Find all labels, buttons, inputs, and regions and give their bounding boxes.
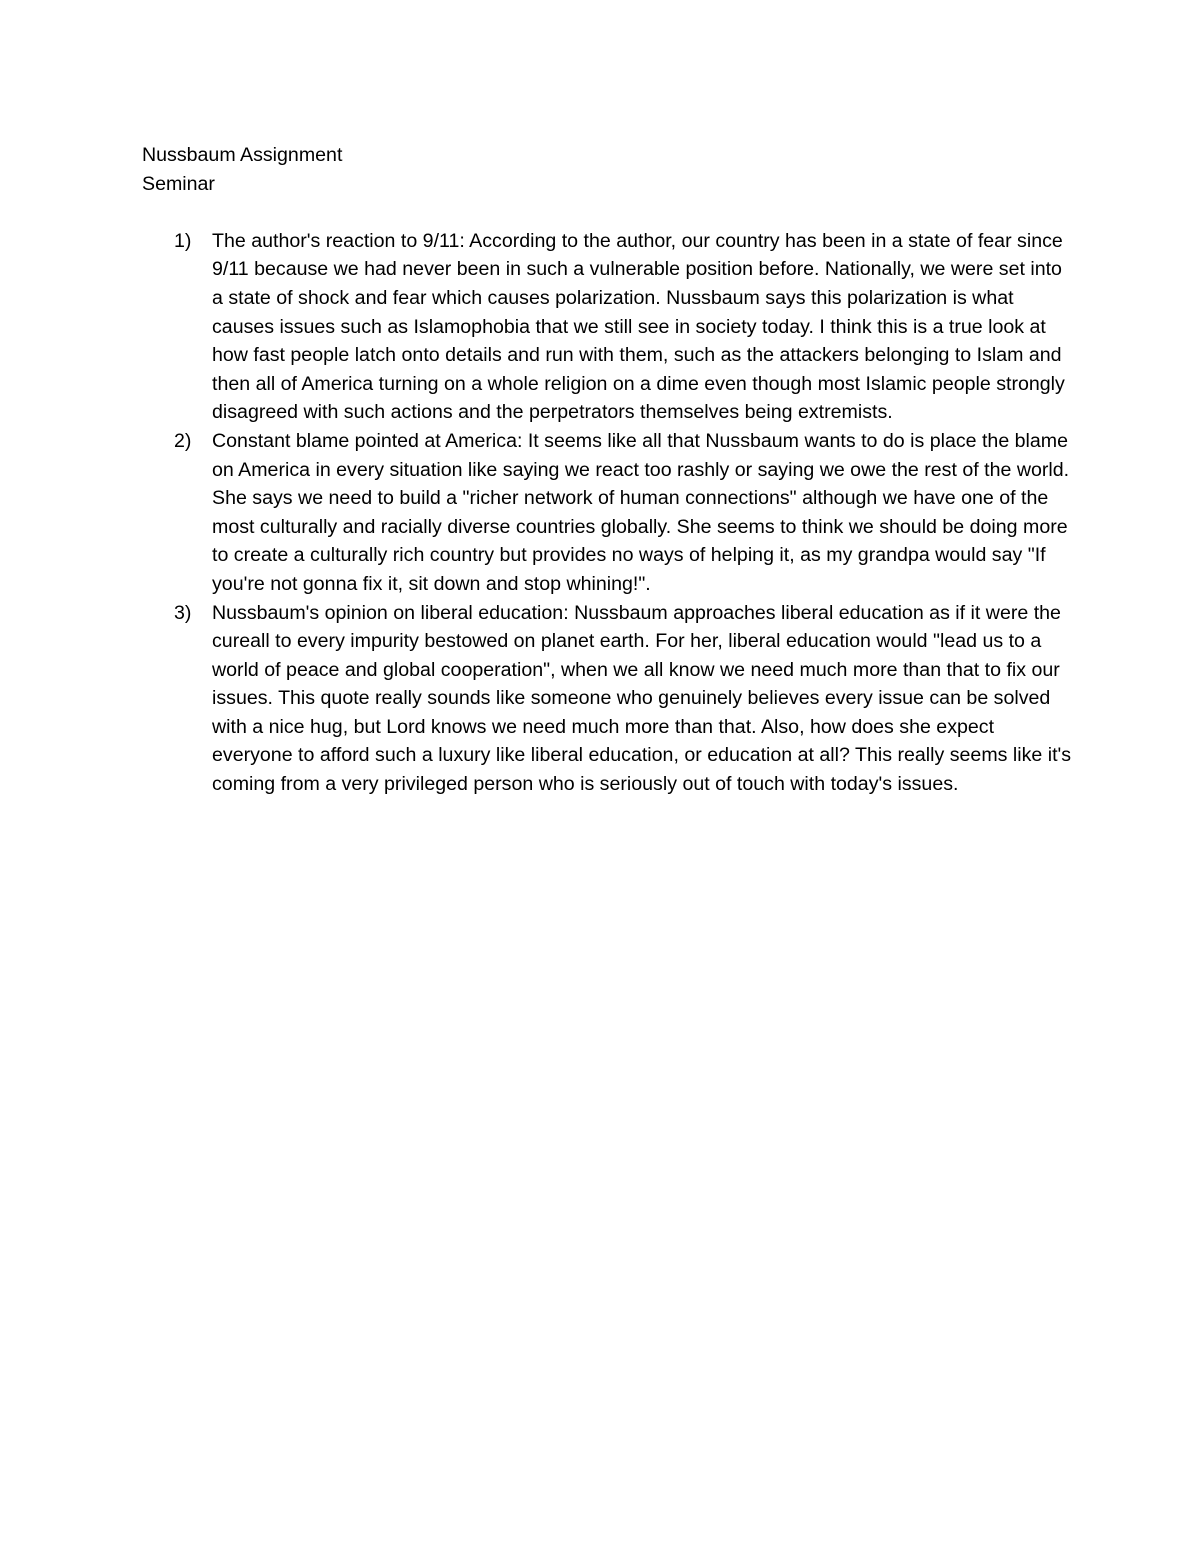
answer-number-2: 2) bbox=[174, 429, 192, 452]
answer-text-3: Nussbaum's opinion on liberal education: Nussbaum approaches liberal education as if it were the cureall to every impurity bestowed on planet earth. For her, liberal education would "lead us to a world of peace and global cooperation", when we all know we need much more than that to fix our issues. This quote really sounds like someone who genuinely believes every issue can be solved with a nice hug, but Lord knows we need much more than that. Also, how does she expect everyone to afford such a luxury like liberal education, or education at all? This really seems like it's coming from a very privileged person who is seriously out of touch with today's issues. bbox=[212, 601, 1072, 796]
answer-item-1 bbox=[142, 227, 1072, 427]
answer-number-3: 3) bbox=[174, 601, 192, 624]
answer-list bbox=[142, 227, 1072, 799]
document-body bbox=[142, 141, 1072, 799]
document-subtitle: Seminar bbox=[142, 172, 215, 195]
blank-line bbox=[142, 198, 1072, 227]
answer-text-1: The author's reaction to 9/11: According to the author, our country has been in a state of fear since 9/11 because we had never been in such a vulnerable position before. Nationally, we were set into a state of shock and fear which causes polarization. Nussbaum says this polarization is what causes issues such as Islamophobia that we still see in society today. I think this is a true look at how fast people latch onto details and run with them, such as the attackers belonging to Islam and then all of America turning on a whole religion on a dime even though most Islamic people strongly disagreed with such actions and the perpetrators themselves being extremists. bbox=[212, 229, 1065, 424]
answer-text-2: Constant blame pointed at America: It seems like all that Nussbaum wants to do is place the blame on America in every situation like saying we react too rashly or saying we owe the rest of the world. She says we need to build a "richer network of human connections" although we have one of the most culturally and racially diverse countries globally. She seems to think we should be doing more to create a culturally rich country but provides no ways of helping it, as my grandpa would say "If you're not gonna fix it, sit down and stop whining!". bbox=[212, 429, 1070, 595]
answer-item-2 bbox=[142, 427, 1072, 599]
answer-item-3 bbox=[142, 599, 1072, 799]
answer-number-1: 1) bbox=[174, 229, 192, 252]
document-title: Nussbaum Assignment bbox=[142, 144, 343, 166]
